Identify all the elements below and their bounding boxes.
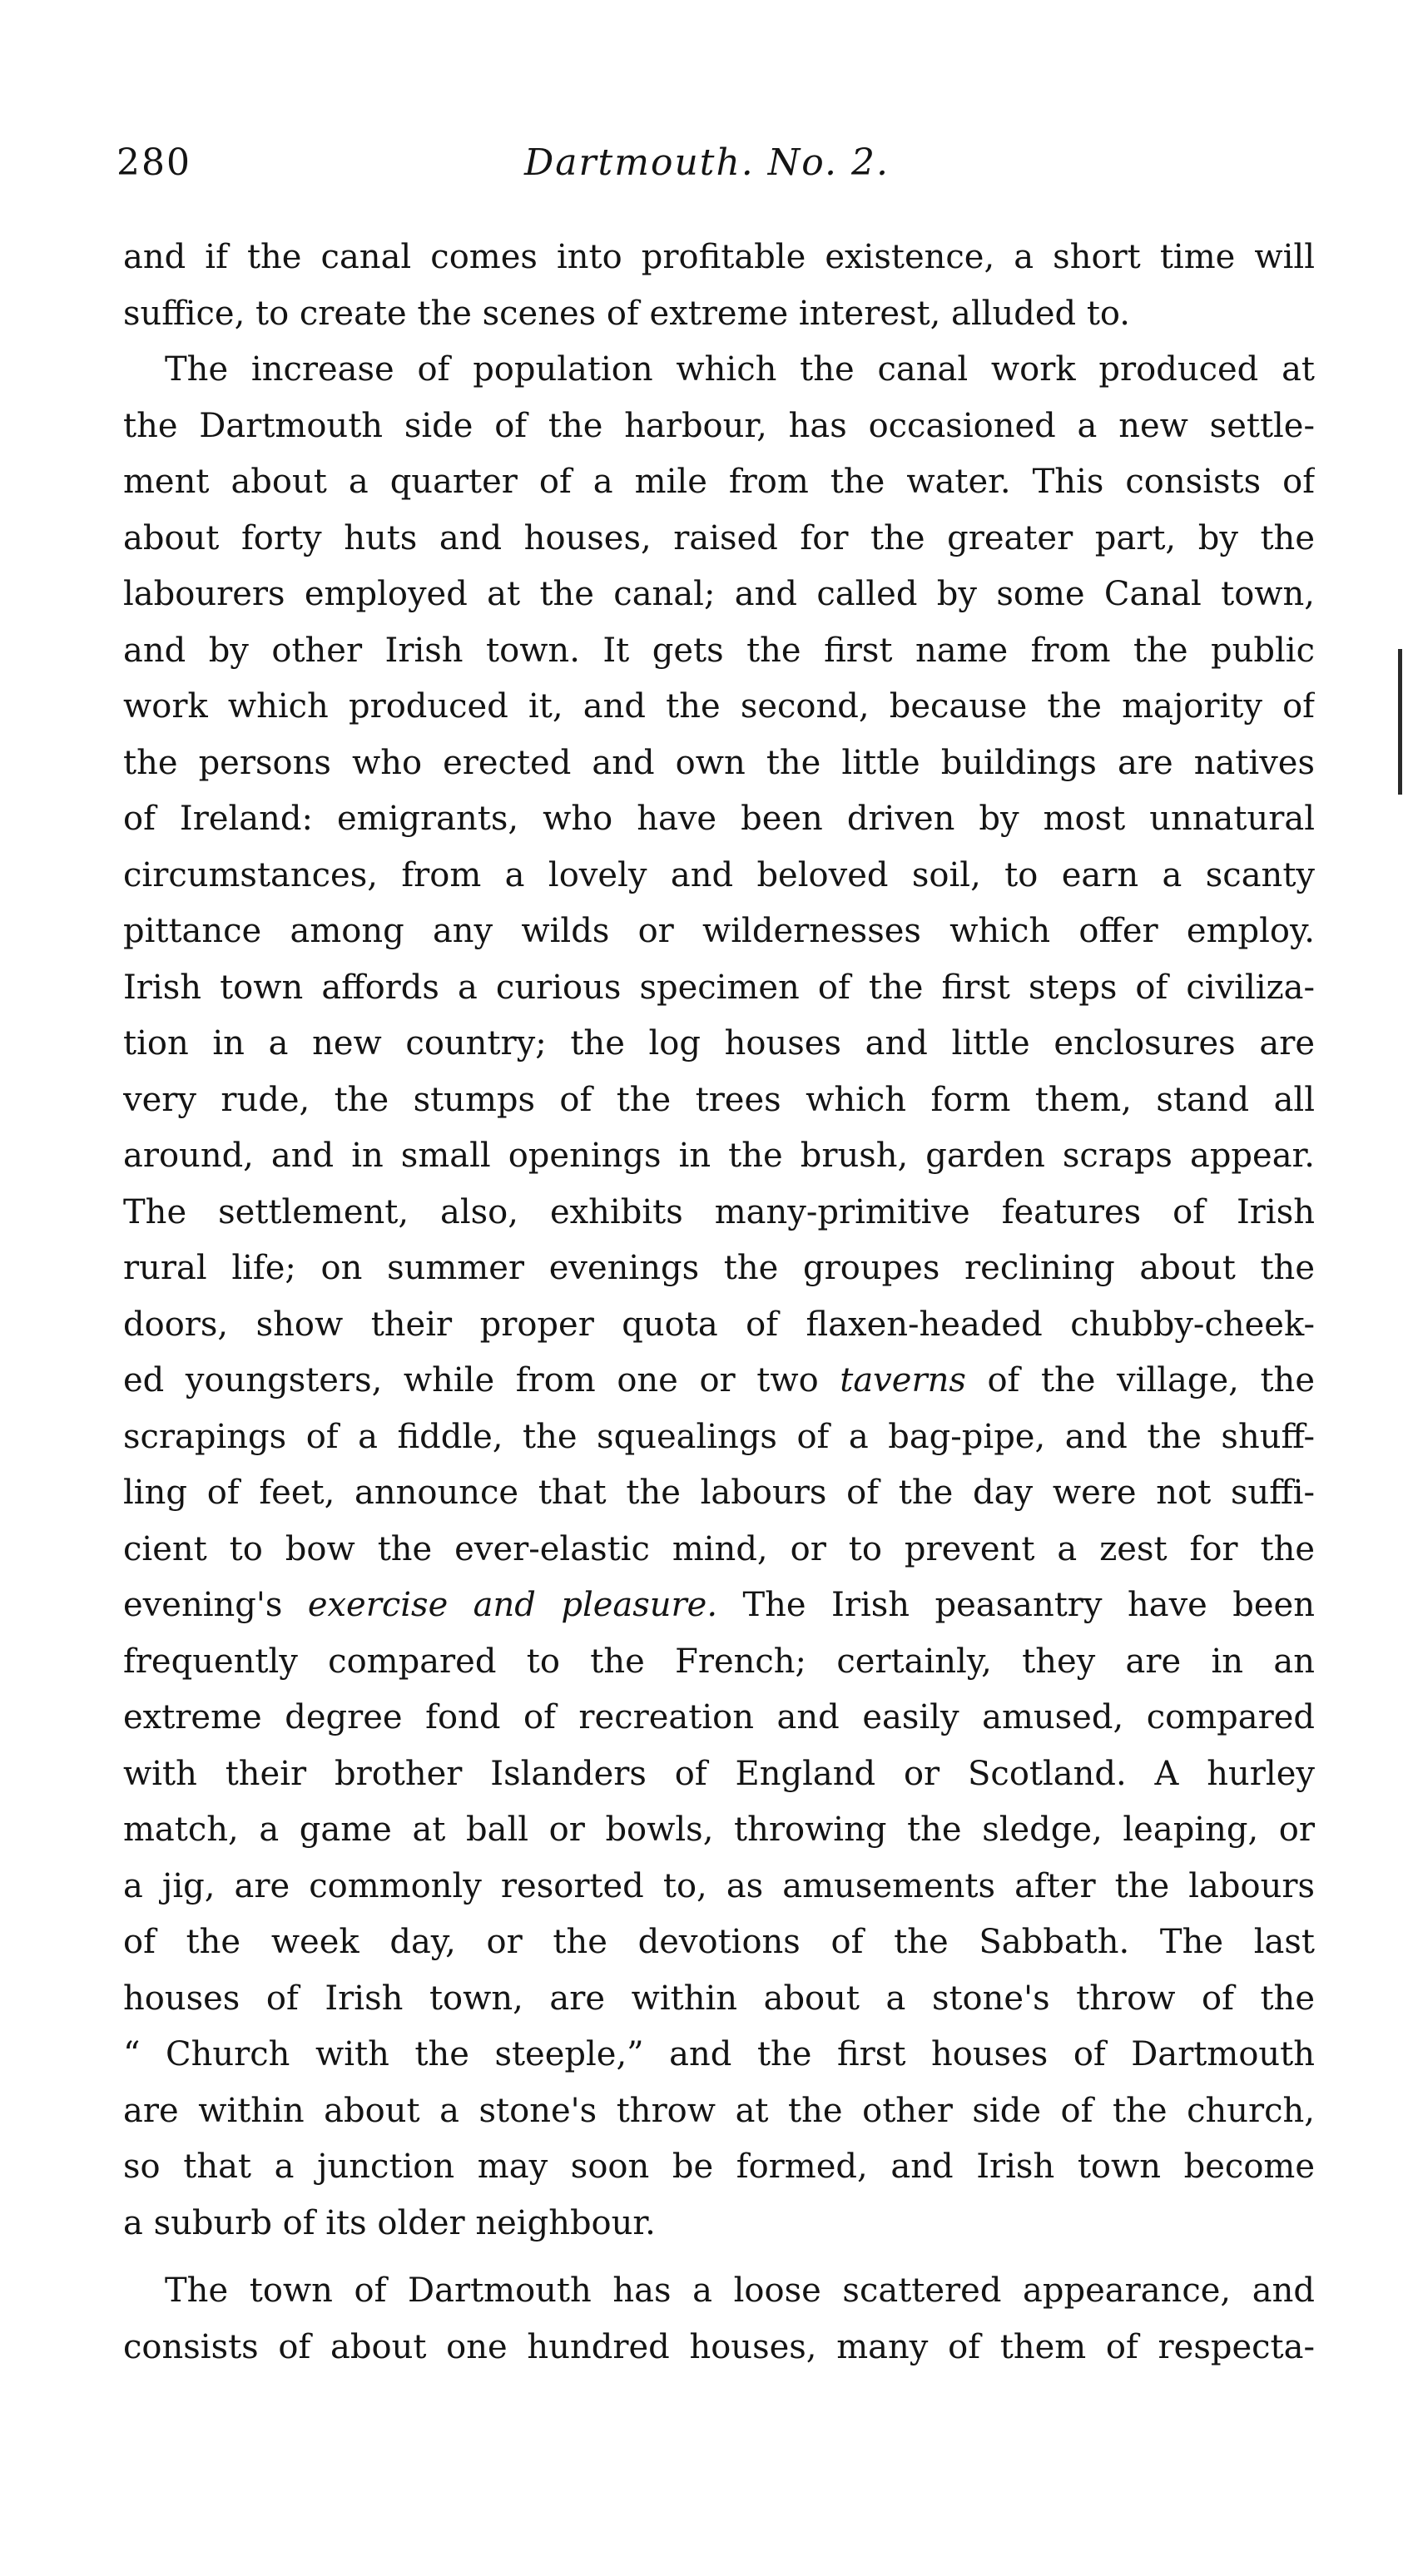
text-line: extreme degree fond of recreation and easily amused, compared <box>123 1698 1315 1736</box>
text-run: The Irish peasantry have been <box>717 1586 1315 1624</box>
paragraph <box>123 342 1315 2252</box>
text-run: of the village, the <box>965 1361 1315 1399</box>
text-line: The settlement, also, exhibits many-primitive features of Irish <box>123 1192 1315 1231</box>
text-line: suffice, to create the scenes of extreme interest, alluded to. <box>123 294 1130 333</box>
text-line: of Ireland: emigrants, who have been driven by most unnatural <box>123 800 1315 838</box>
text-run: evening's <box>123 1586 308 1624</box>
margin-mark <box>1398 649 1402 795</box>
text-line: around, and in small openings in the brush, garden scraps appear. <box>123 1137 1315 1175</box>
text-line: circumstances, from a lovely and beloved soil, to earn a scanty <box>123 855 1315 894</box>
text-line: about forty huts and houses, raised for the greater part, by the <box>123 518 1315 557</box>
text-line: scrapings of a fiddle, the squealings of a bag-pipe, and the shuff- <box>123 1417 1315 1456</box>
text-line: labourers employed at the canal; and called by some Canal town, <box>123 575 1315 613</box>
text-line: “ Church with the steeple,” and the first houses of Dartmouth <box>123 2035 1315 2073</box>
text-line: rural life; on summer evenings the groupes reclining about the <box>123 1249 1315 1287</box>
text-line: work which produced it, and the second, because the majority of <box>123 687 1315 726</box>
paragraph <box>123 2263 1315 2375</box>
text-line: ling of feet, announce that the labours of the day were not suffi- <box>123 1474 1315 1512</box>
text-line: doors, show their proper quota of flaxen-headed chubby-cheek- <box>123 1305 1315 1344</box>
text-line: houses of Irish town, are within about a stone's throw of the <box>123 1979 1315 2018</box>
text-line: a suburb of its older neighbour. <box>123 2203 656 2242</box>
text-line: consists of about one hundred houses, many of them of respecta- <box>123 2327 1315 2366</box>
italic-text-run: exercise and pleasure. <box>307 1586 718 1624</box>
text-line: cient to bow the ever-elastic mind, or to prevent a zest for the <box>123 1529 1315 1568</box>
text-line <box>123 1353 1315 1409</box>
text-line: the Dartmouth side of the harbour, has occasioned a new settle- <box>123 406 1315 445</box>
page-number: 280 <box>117 141 191 184</box>
running-title: Dartmouth. No. 2. <box>524 141 890 184</box>
text-line <box>123 1578 1315 1634</box>
page-header <box>117 141 1306 200</box>
text-line: and if the canal comes into profitable existence, a short time will <box>123 238 1315 276</box>
text-run: ed youngsters, while from one or two <box>123 1361 840 1399</box>
text-line: very rude, the stumps of the trees which form them, stand all <box>123 1080 1315 1119</box>
text-line: The increase of population which the canal work produced at <box>165 350 1315 389</box>
text-line: of the week day, or the devotions of the Sabbath. The last <box>123 1923 1315 1961</box>
text-line: ment about a quarter of a mile from the water. This consists of <box>123 463 1315 501</box>
italic-text-run: taverns <box>840 1361 966 1399</box>
text-line: and by other Irish town. It gets the first name from the public <box>123 631 1315 670</box>
text-line: are within about a stone's throw at the other side of the church, <box>123 2091 1315 2130</box>
text-line: with their brother Islanders of England or Scotland. A hurley <box>123 1754 1315 1793</box>
text-line: frequently compared to the French; certainly, they are in an <box>123 1642 1315 1681</box>
body-text <box>123 230 1315 2375</box>
text-line: The town of Dartmouth has a loose scattered appearance, and <box>165 2271 1315 2310</box>
text-line: tion in a new country; the log houses and little enclosures are <box>123 1024 1315 1063</box>
paragraph <box>123 230 1315 342</box>
text-line: so that a junction may soon be formed, and Irish town become <box>123 2147 1315 2186</box>
text-line: the persons who erected and own the little buildings are natives <box>123 743 1315 782</box>
text-line: pittance among any wilds or wildernesses which offer employ. <box>123 912 1315 950</box>
text-line: a jig, are commonly resorted to, as amusements after the labours <box>123 1866 1315 1905</box>
text-line: match, a game at ball or bowls, throwing the sledge, leaping, or <box>123 1811 1315 1849</box>
text-line: Irish town affords a curious specimen of the first steps of civiliza- <box>123 968 1315 1007</box>
